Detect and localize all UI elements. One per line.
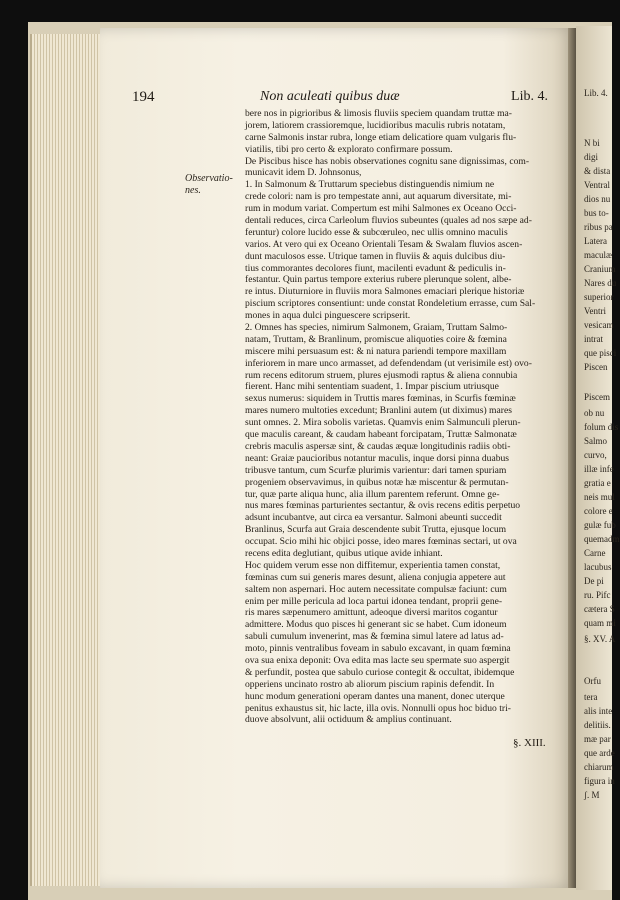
facing-page-fragment: Piscen: [584, 362, 608, 372]
text-line: saltem non aspernari. Hoc autem necessitate compulsæ faciunt: cum: [245, 583, 507, 595]
text-line: rum recens editorum struem, plures ejusmodi raptus & aliena connubia: [245, 369, 518, 381]
text-line: que maculis careant, & caudam habeant forcipatam, Truttæ Salmonatæ: [245, 429, 517, 441]
facing-page-fragment: & dista: [584, 166, 611, 176]
facing-page-fragment: Orfu: [584, 676, 601, 686]
page-number: 194: [132, 89, 155, 105]
text-line: duove absolvunt, alii octiduum & amplius continuant.: [245, 714, 452, 726]
text-line: feruntur) colore lucido esse & subcœruleo, nec ullis omnino maculis: [245, 226, 508, 238]
facing-page-fragment: ob nu: [584, 408, 605, 418]
facing-page-fragment: alis inte: [584, 706, 613, 716]
facing-page-fragment: ʃ. M: [584, 790, 600, 800]
text-line: 2. Omnes has species, nimirum Salmonem, Graiam, Truttam Salmo-: [245, 322, 508, 334]
facing-page-fragment: gulæ fub: [584, 520, 616, 530]
text-line: De Piscibus hisce has nobis observationes cognitu sane dignissimas, com-: [245, 155, 530, 167]
book-reference: Lib. 4.: [511, 89, 548, 104]
facing-page-fragment: gratia e: [584, 478, 611, 488]
text-line: enim per mille pericula ad loca partui idonea tendant, proprii gene-: [245, 595, 503, 607]
catchword: §. XIII.: [513, 737, 546, 749]
text-line: bere nos in pigrioribus & limosis fluviis speciem quandam truttæ ma-: [245, 108, 512, 119]
text-line: neant: Graiæ paucioribus notantur maculis, inque dorsi pinna duabus: [245, 452, 510, 464]
facing-page-fragment: Salmo: [584, 436, 608, 446]
facing-page-fragment: quemadm: [584, 534, 620, 544]
text-line: 1. In Salmonum & Truttarum speciebus distinguendis nimium ne: [245, 179, 495, 191]
facing-page-fragment: N bi: [584, 138, 600, 148]
text-line: Branlinus, Scurfa aut Graia descendente subit Trutta, ejusque locum: [245, 524, 507, 536]
facing-page-fragment: bus to-: [584, 208, 609, 218]
text-line: progeniem observavimus, in quibus notæ hæ miscentur & permutan-: [245, 476, 509, 488]
text-line: tur, quæ parte aliqua hunc, alia illum parentem referunt. Omne ge-: [245, 488, 500, 500]
facing-page-fragment: superior: [584, 292, 614, 302]
text-line: re intus. Diuturniore in fluviis mora Salmones emaciari plerique historiæ: [245, 286, 525, 298]
text-line: municavit idem D. Johnsonus,: [245, 167, 362, 179]
text-line: & perfundit, postea que sabulo curiose contegit & occultat, ibidemque: [245, 666, 515, 678]
text-line: festantur. Quin partus tempore exterius rubere plerunque solent, albe-: [245, 274, 512, 286]
text-line: tribusve tantum, cum Scurfæ plurimis varientur: dari tamen spuriam: [245, 464, 507, 476]
facing-page-fragment: digi: [584, 152, 599, 162]
facing-page-fragment: lacubus: [584, 562, 612, 572]
facing-page-fragment: §. XV. A: [584, 634, 616, 644]
text-line: Hoc quidem verum esse non diffitemur, experientia tamen constat,: [245, 559, 501, 571]
facing-page-fragment: vesicam: [584, 320, 614, 330]
text-line: crebris maculis aspersæ sint, & caudas æquæ longitudinis radiis obti-: [245, 440, 511, 452]
text-line: ova sua enixa deponit: Ova edita mas lacte seu spermate suo aspergit: [245, 654, 510, 666]
facing-page-fragment: Ventri: [584, 306, 606, 316]
text-line: dentali reduces, circa Carleolum fluvios subeuntes (quales ad nos sæpe ad-: [245, 215, 532, 227]
facing-page-edge: [576, 26, 620, 890]
facing-page-fragment: Lib. 4.: [584, 88, 608, 98]
text-line: viatilis, tibi pro certo & explorato confirmare possum.: [245, 143, 453, 155]
facing-page-fragment: intrat: [584, 334, 603, 344]
body-text: [245, 108, 555, 726]
text-line: sabuli cumulum invenerint, mas & fœmina simul latere ad latus ad-: [245, 631, 504, 643]
text-line: mares numero multoties excedunt; Branlini autem (ut diximus) mares: [245, 405, 512, 417]
page-header: [132, 89, 552, 107]
page-edges: [30, 34, 104, 886]
facing-page-fragment: ribus pa: [584, 222, 613, 232]
text-line: hunc modum generationi operam dantes una manent, donec uterque: [245, 690, 505, 702]
facing-page-fragment: figura in: [584, 776, 615, 786]
facing-page-fragment: Nares du: [584, 278, 617, 288]
text-line: adsunt incubantve, aut circa ea versantur. Salmoni abeunti succedit: [245, 512, 502, 524]
facing-page-fragment: Cranium: [584, 264, 616, 274]
text-line: nus mares fœminas parturientes sectantur, & ovis recens editis perpetuo: [245, 500, 521, 512]
facing-page-fragment: Ventral: [584, 180, 610, 190]
text-line: admittere. Modus quo pisces hi generant sic se habet. Cum idoneum: [245, 619, 507, 631]
text-line: inferiorem in mare unco armasset, ad defendendam (ut verisimile est) ovo-: [245, 357, 532, 369]
text-line: varios. At vero qui ex Oceano Orientali Tesam & Swalam fluvios ascen-: [245, 238, 523, 250]
facing-page-fragment: Piscem: [584, 392, 610, 402]
facing-page-fragment: ru. Pifc: [584, 590, 611, 600]
facing-page-fragment: cætera S: [584, 604, 615, 614]
text-line: recens edita deglutiant, quibus utique avide inhiant.: [245, 547, 443, 559]
facing-page-fragment: dios nu: [584, 194, 611, 204]
facing-page-fragment: chiarum: [584, 762, 614, 772]
facing-page-fragment: folum dis: [584, 422, 619, 432]
facing-page-fragment: que pisci: [584, 348, 617, 358]
text-line: dunt maculosos esse. Utrique tamen in fluviis & aquis dulcibus diu-: [245, 250, 506, 262]
facing-page-fragment: curvo,: [584, 450, 607, 460]
text-line: miscere mihi persuasum est: & ni natura pariendi tempore maxillam: [245, 345, 507, 357]
facing-page-fragment: tera: [584, 692, 598, 702]
text-line: crede colori: nam is pro tempestate anni, aut aquarum diversitate, mi-: [245, 191, 512, 203]
text-line: piscium scriptores consentiunt: unde constat Rondeletium errasse, cum Sal-: [245, 298, 536, 310]
facing-page-fragment: Latera: [584, 236, 607, 246]
text-line: tius commorantes decolores fiunt, macilenti evadunt & pediculis in-: [245, 262, 506, 274]
text-line: rum in modum variat. Compertum est mihi Salmones ex Oceano Occi-: [245, 203, 517, 215]
text-line: mones in aqua dulci pinguescere scripserit.: [245, 310, 411, 322]
text-line: ris mares sæpenumero amittunt, adeoque diversi maritos cogantur: [245, 607, 498, 619]
text-line: natam, Truttam, & Branlinum, promiscue aliquoties coire & fœmina: [245, 333, 507, 345]
margin-note: Observatio-nes.: [185, 173, 233, 196]
facing-page-fragment: delitiis.: [584, 720, 611, 730]
text-line: fierent. Hanc mihi sententiam suadent, 1. Impar piscium utriusque: [245, 381, 499, 393]
text-line: occupat. Scio mihi hic objici posse, ideo mares fœminas sectari, ut ova: [245, 536, 517, 548]
facing-page-fragment: maculæ: [584, 250, 612, 260]
facing-page-fragment: mæ par: [584, 734, 611, 744]
text-line: sexus numerus: siquidem in Truttis mares fœminas, in Scurfis fœminæ: [245, 393, 516, 405]
facing-page-fragment: colore e: [584, 506, 613, 516]
text-line: jorem, latiorem crassioremque, lucidioribus maculis rubris notatam,: [245, 119, 506, 131]
facing-page-fragment: Carne: [584, 548, 606, 558]
facing-page-fragment: quam mi: [584, 618, 616, 628]
text-line: moto, pinnis ventralibus foveam in sabulo excavant, in quam fœmina: [245, 643, 511, 655]
facing-page-fragment: illæ infe: [584, 464, 614, 474]
text-line: fœminas cum sui generis mares desunt, aliena conjugia appetere aut: [245, 571, 506, 583]
facing-page-fragment: De pi: [584, 576, 604, 586]
running-title: Non aculeati quibus duæ: [260, 89, 400, 104]
text-line: opperiens uncinato rostro ab aliorum piscium rapinis defendit. In: [245, 678, 495, 690]
text-line: sunt omnes. 2. Mira sobolis varietas. Quamvis enim Salmunculi plerun-: [245, 417, 521, 429]
facing-page-fragment: neis mul: [584, 492, 615, 502]
text-line: penitus exhaustus sit, hic lacte, illa ovis. Nonnulli opus hoc biduo tri-: [245, 702, 511, 714]
facing-page-fragment: que arde: [584, 748, 615, 758]
text-line: carne Salmonis instar rubra, longe etiam delicatiore quam vulgaris flu-: [245, 131, 517, 143]
